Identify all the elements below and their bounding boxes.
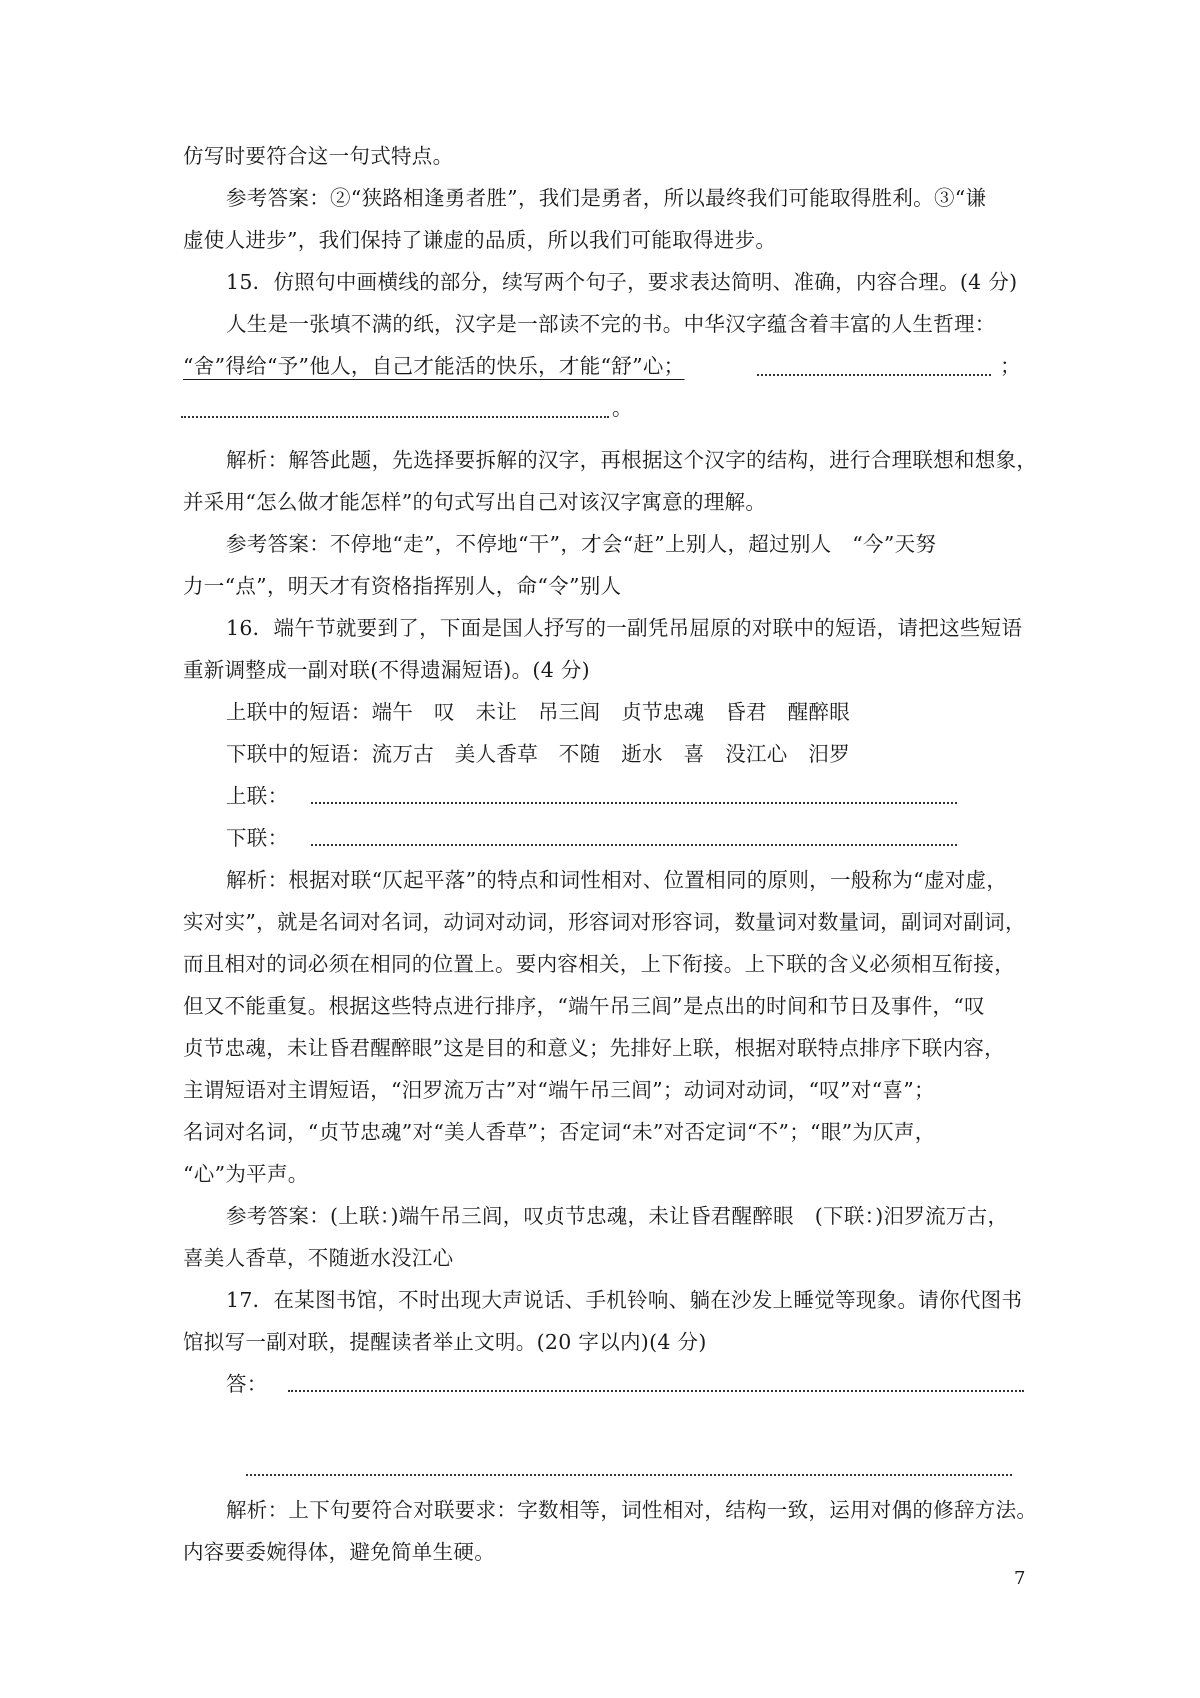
question-15-title: 15．仿照句中画横线的部分，续写两个句子，要求表达简明、准确，内容合理。(4 分) xyxy=(226,270,1018,294)
answer-blank[interactable] xyxy=(246,1474,1012,1476)
question-17-title: 馆拟写一副对联，提醒读者举止文明。(20 字以内)(4 分) xyxy=(183,1330,707,1354)
analysis: “心”为平声。 xyxy=(183,1162,309,1186)
analysis: 解析：根据对联“仄起平落”的特点和词性相对、位置相同的原则，一般称为“虚对虚， xyxy=(226,868,1008,892)
analysis: 实对实”，就是名词对名词，动词对动词，形容词对形容词，数量词对数量词，副词对副词， xyxy=(183,910,1026,934)
question-15-stem: 人生是一张填不满的纸，汉字是一部读不完的书。中华汉字蕴含着丰富的人生哲理： xyxy=(226,312,996,336)
question-16-title: 16．端午节就要到了，下面是国人抒写的一副凭吊屈原的对联中的短语，请把这些短语 xyxy=(226,616,1023,640)
text-line: 仿写时要符合这一句式特点。 xyxy=(183,144,454,168)
semicolon: ； xyxy=(1000,354,1021,378)
analysis: 名词对名词，“贞节忠魂”对“美人香草”；否定词“未”对否定词“不”；“眼”为仄声， xyxy=(183,1120,936,1144)
period: 。 xyxy=(612,396,633,420)
answer-blank[interactable] xyxy=(288,1390,1024,1392)
answer-label: 答： xyxy=(226,1372,268,1396)
answer-blank[interactable] xyxy=(181,416,609,418)
answer-blank[interactable] xyxy=(757,374,991,376)
upper-couplet-blank[interactable] xyxy=(311,802,957,804)
underlined-example: “舍”得给“予”他人，自己才能活的快乐，才能“舒”心； xyxy=(183,354,685,378)
reference-answer: 力一“点”，明天才有资格指挥别人，命“令”别人 xyxy=(183,574,622,598)
lower-couplet-blank[interactable] xyxy=(311,844,957,846)
lower-couplet-label: 下联： xyxy=(226,826,289,850)
lower-couplet-phrases: 下联中的短语：流万古 美人香草 不随 逝水 喜 没江心 汨罗 xyxy=(226,742,850,766)
analysis: 贞节忠魂，未让昏君醒醉眼”这是目的和意义；先排好上联，根据对联特点排序下联内容， xyxy=(183,1036,1005,1060)
text-line: 虚使人进步”，我们保持了谦虚的品质，所以我们可能取得进步。 xyxy=(183,228,777,252)
question-17-title: 17．在某图书馆，不时出现大声说话、手机铃响、躺在沙发上睡觉等现象。请你代图书 xyxy=(226,1288,1023,1312)
upper-couplet-label: 上联： xyxy=(226,784,289,808)
analysis: 解析：上下句要符合对联要求：字数相等，词性相对，结构一致，运用对偶的修辞方法。 xyxy=(226,1498,1038,1522)
upper-couplet-phrases: 上联中的短语：端午 叹 未让 吊三闾 贞节忠魂 昏君 醒醉眼 xyxy=(226,700,850,724)
reference-answer: 参考答案：(上联：)端午吊三闾，叹贞节忠魂，未让昏君醒醉眼 (下联：)汨罗流万古， xyxy=(226,1204,1009,1228)
reference-answer: 参考答案：②“狭路相逢勇者胜”，我们是勇者，所以最终我们可能取得胜利。③“谦 xyxy=(226,186,987,210)
reference-answer: 参考答案：不停地“走”，不停地“干”，才会“赶”上别人，超过别人 “今”天努 xyxy=(226,532,937,556)
analysis: 并采用“怎么做才能怎样”的句式写出自己对该汉字寓意的理解。 xyxy=(183,490,767,514)
analysis: 解析：解答此题，先选择要拆解的汉字，再根据这个汉字的结构，进行合理联想和想象， xyxy=(226,448,1038,472)
analysis: 主谓短语对主谓短语，“汨罗流万古”对“端午吊三闾”；动词对动词，“叹”对“喜”； xyxy=(183,1078,935,1102)
page-number: 7 xyxy=(1014,1568,1026,1589)
reference-answer: 喜美人香草，不随逝水没江心 xyxy=(183,1246,454,1270)
analysis: 但又不能重复。根据这些特点进行排序，“端午吊三闾”是点出的时间和节日及事件，“叹 xyxy=(183,994,985,1018)
question-16-title: 重新调整成一副对联(不得遗漏短语)。(4 分) xyxy=(183,658,590,682)
analysis: 内容要委婉得体，避免简单生硬。 xyxy=(183,1540,495,1564)
analysis: 而且相对的词必须在相同的位置上。要内容相关，上下衔接。上下联的含义必须相互衔接， xyxy=(183,952,1015,976)
